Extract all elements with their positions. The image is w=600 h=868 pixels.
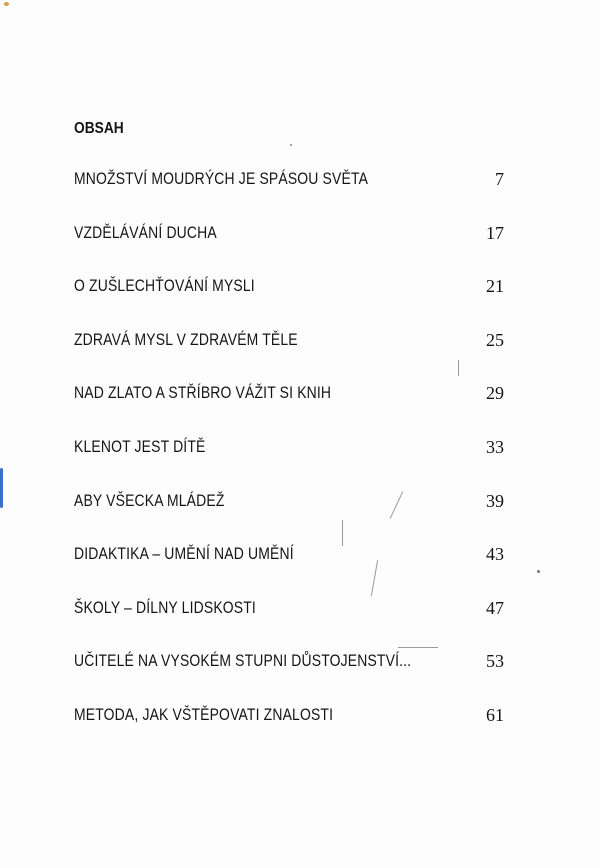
toc-entry-title: VZDĚLÁVÁNÍ DUCHA <box>74 222 217 242</box>
toc-entry-title: ZDRAVÁ MYSL V ZDRAVÉM TĚLE <box>74 329 298 349</box>
blue-margin-mark <box>0 468 3 508</box>
contents-heading: OBSAH <box>74 120 124 137</box>
toc-entry-title: NAD ZLATO A STŘÍBRO VÁŽIT SI KNIH <box>74 383 332 403</box>
toc-entry[interactable] <box>74 329 504 383</box>
table-of-contents <box>74 168 504 758</box>
toc-entry[interactable] <box>74 222 504 276</box>
toc-entry-page: 29 <box>486 383 504 404</box>
toc-entry-title: UČITELÉ NA VYSOKÉM STUPNI DŮSTOJENSTVÍ... <box>74 651 412 671</box>
toc-entry-page: 53 <box>486 651 504 672</box>
dust-speck <box>537 570 540 573</box>
toc-entry[interactable] <box>74 543 504 597</box>
toc-entry-page: 43 <box>486 544 504 565</box>
toc-entry-page: 17 <box>486 222 504 243</box>
toc-entry-title: METODA, JAK VŠTĚPOVATI ZNALOSTI <box>74 704 334 724</box>
toc-entry-page: 61 <box>486 704 504 725</box>
toc-entry[interactable] <box>74 275 504 329</box>
toc-entry-page: 21 <box>486 276 504 297</box>
toc-entry[interactable] <box>74 382 504 436</box>
toc-entry-title: O ZUŠLECHŤOVÁNÍ MYSLI <box>74 276 255 296</box>
toc-entry[interactable] <box>74 597 504 651</box>
toc-entry-title: DIDAKTIKA – UMĚNÍ NAD UMĚNÍ <box>74 544 294 564</box>
orange-speck <box>4 2 9 6</box>
toc-entry[interactable] <box>74 650 504 704</box>
toc-entry-title: ŠKOLY – DÍLNY LIDSKOSTI <box>74 597 256 617</box>
toc-entry[interactable] <box>74 168 504 222</box>
toc-entry[interactable] <box>74 704 504 758</box>
toc-entry-title: ABY VŠECKA MLÁDEŽ <box>74 490 225 510</box>
toc-entry-page: 47 <box>486 597 504 618</box>
toc-entry-title: MNOŽSTVÍ MOUDRÝCH JE SPÁSOU SVĚTA <box>74 169 369 188</box>
toc-entry-title: KLENOT JEST DÍTĚ <box>74 436 206 456</box>
toc-entry[interactable] <box>74 490 504 544</box>
toc-entry-page: 25 <box>486 329 504 350</box>
dust-speck <box>290 144 292 146</box>
toc-entry-page: 39 <box>486 490 504 511</box>
toc-entry[interactable] <box>74 436 504 490</box>
toc-entry-page: 7 <box>495 169 504 189</box>
toc-entry-page: 33 <box>486 436 504 457</box>
